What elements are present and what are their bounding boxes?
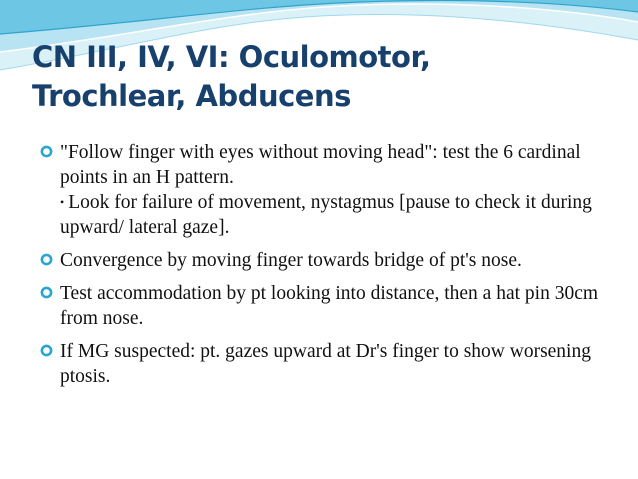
- slide-title: [32, 38, 612, 116]
- bullet-text: Test accommodation by pt looking into distance, then a hat pin 30cm from nose.: [60, 283, 599, 329]
- slide-title-line-2: Trochlear, Abducens: [32, 79, 351, 113]
- bullet-item-accommodation: [40, 281, 610, 331]
- sub-bullet-item: [60, 190, 610, 240]
- ring-bullet-icon: [40, 253, 53, 266]
- slide-title-line-1: CN III, IV, VI: Oculomotor,: [32, 40, 431, 74]
- ring-bullet-icon: [40, 344, 53, 357]
- bullet-item-convergence: [40, 248, 610, 273]
- sub-bullet-text: Look for failure of movement, nystagmus [pause to check it during upward/ lateral gaze].: [60, 192, 592, 238]
- sub-bullet-dot: •: [60, 195, 65, 209]
- bullet-text: Convergence by moving finger towards bridge of pt's nose.: [60, 250, 522, 271]
- bullet-item-mg-suspected: [40, 339, 610, 389]
- ring-bullet-icon: [40, 145, 53, 158]
- bullet-text: If MG suspected: pt. gazes upward at Dr's finger to show worsening ptosis.: [60, 341, 591, 387]
- ring-bullet-icon: [40, 286, 53, 299]
- bullet-list: [40, 140, 610, 397]
- bullet-text: "Follow finger with eyes without moving head": test the 6 cardinal points in an H pattern.: [60, 142, 581, 188]
- bullet-item-follow-finger: [40, 140, 610, 240]
